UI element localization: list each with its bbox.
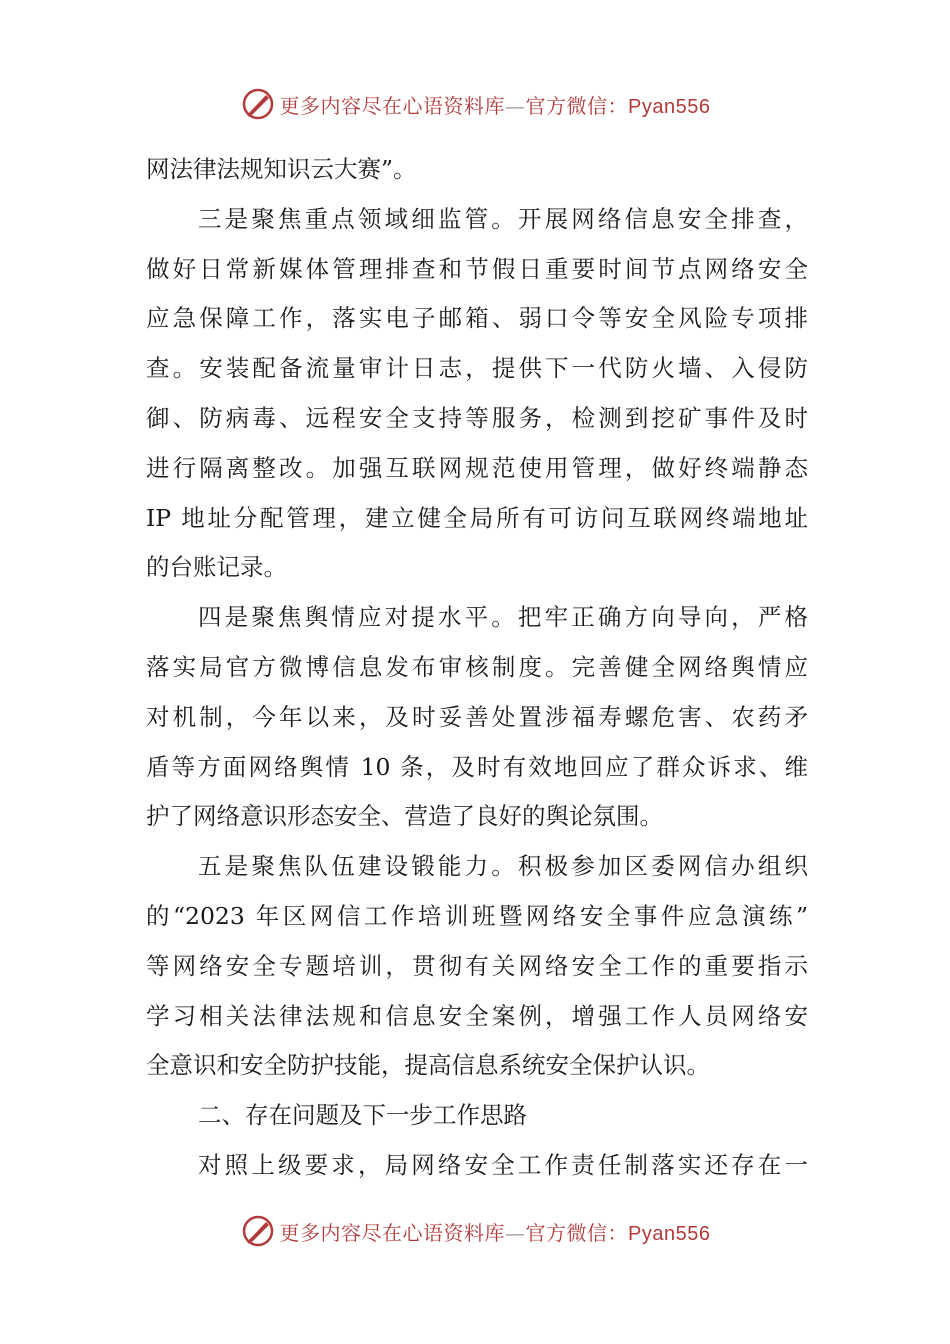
text-line: 做好日常新媒体管理排查和节假日重要时间节点网络安全 [146, 254, 808, 283]
footer-banner [0, 1211, 950, 1251]
document-body [146, 145, 808, 1191]
header-dash: — [505, 93, 526, 118]
text-line: 盾等方面网络舆情 10 条，及时有效地回应了群众诉求、维 [146, 752, 808, 781]
footer-brand: 更多内容尽在心语资料库 [279, 1220, 506, 1245]
text-line: 进行隔离整改。加强互联网规范使用管理，做好终端静态 [146, 453, 808, 482]
text-line: 应急保障工作，落实电子邮箱、弱口令等安全风险专项排 [146, 304, 808, 333]
header-wechat-id: Pyan556 [628, 95, 711, 118]
text-line: 的“2023 年区网信工作培训班暨网络安全事件应急演练” [146, 901, 808, 930]
footer-label: 官方微信： [525, 1220, 629, 1245]
text-line: 全意识和安全防护技能，提高信息系统安全保护认识。 [146, 1051, 710, 1080]
header-brand: 更多内容尽在心语资料库 [279, 93, 506, 118]
text-line: 查。安装配备流量审计日志，提供下一代防火墙、入侵防 [146, 354, 808, 383]
text-line: IP 地址分配管理，建立健全局所有可访问互联网终端地址 [146, 503, 808, 532]
quill-seal-icon [240, 86, 276, 122]
text-line: 的台账记录。 [146, 553, 287, 582]
text-line: 护了网络意识形态安全、营造了良好的舆论氛围。 [146, 802, 663, 831]
footer-watermark [280, 1217, 711, 1246]
header-label: 官方微信： [525, 93, 629, 118]
text-line: 学习相关法律法规和信息安全案例，增强工作人员网络安 [146, 1001, 808, 1030]
section-heading: 二、存在问题及下一步工作思路 [198, 1101, 527, 1130]
text-line: 对照上级要求，局网络安全工作责任制落实还存在一 [198, 1150, 808, 1179]
text-line: 五是聚焦队伍建设锻能力。积极参加区委网信办组织 [198, 852, 808, 881]
text-line: 四是聚焦舆情应对提水平。把牢正确方向导向，严格 [198, 603, 808, 632]
footer-dash: — [505, 1220, 526, 1245]
text-line: 等网络安全专题培训，贯彻有关网络安全工作的重要指示 [146, 951, 808, 980]
quill-seal-icon [240, 1213, 276, 1249]
text-line: 御、防病毒、远程安全支持等服务，检测到挖矿事件及时 [146, 403, 808, 432]
text-line: 落实局官方微博信息发布审核制度。完善健全网络舆情应 [146, 652, 808, 681]
text-line: 三是聚焦重点领域细监管。开展网络信息安全排查， [198, 204, 808, 233]
footer-wechat-id: Pyan556 [628, 1222, 711, 1245]
header-watermark [280, 90, 711, 119]
text-line: 对机制，今年以来，及时妥善处置涉福寿螺危害、农药矛 [146, 702, 808, 731]
text-line: 网法律法规知识云大赛”。 [146, 155, 417, 183]
header-banner [0, 84, 950, 124]
